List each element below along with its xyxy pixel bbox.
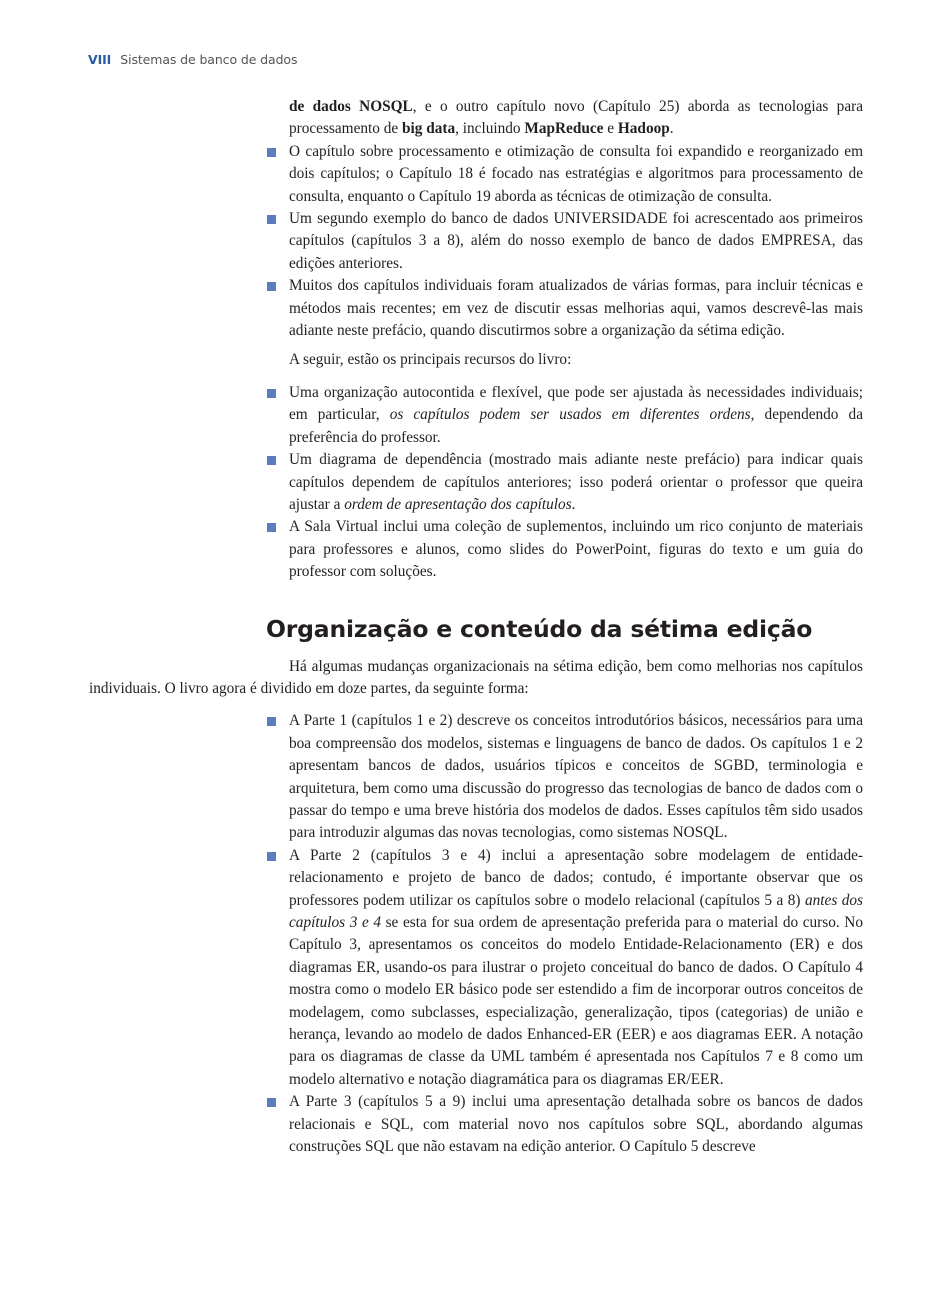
text-run: , e o outro capítulo novo (Capítulo 25) aborda as tecnologias para processamento de: [289, 98, 864, 138]
text-run: , dependendo da preferência do professor.: [289, 406, 863, 446]
bullet-square-icon: [267, 523, 276, 532]
running-title: Sistemas de banco de dados: [120, 52, 298, 67]
text-run: .: [669, 120, 674, 138]
list-item-text: Muitos dos capítulos individuais foram atualizados de várias formas, para incluir técnicas e métodos mais recentes; em vez de discutir essas melhorias aqui, vamos descrevê-las mais adiante neste prefácio, quando discutirmos sobre a organização da sétima edição.: [289, 277, 863, 340]
list-item: [266, 141, 863, 208]
bullet-square-icon: [267, 1098, 276, 1107]
text-run: e: [603, 120, 618, 138]
text-run: A Parte 2 (capítulos 3 e 4) inclui a apresentação sobre modelagem de entidade-relacionamento e projeto de banco de dados; contudo, é importante observar que os professores podem utilizar os capítulos sobre o modelo relacional (capítulos 5 a 8): [289, 846, 863, 909]
changes-list: [266, 141, 863, 343]
bullet-square-icon: [267, 148, 276, 157]
bullet-square-icon: [267, 717, 276, 726]
bold-term: de dados NOSQL: [289, 98, 413, 115]
features-list: [266, 382, 863, 584]
text-run: .: [571, 495, 576, 513]
list-item-text: O capítulo sobre processamento e otimização de consulta foi expandido e reorganizado em dois capítulos; o Capítulo 18 é focado nas estratégias e algoritmos para processamento de consulta, enquanto o Capítulo 19 aborda as técnicas de otimização de consulta.: [289, 142, 863, 205]
section-heading: Organização e conteúdo da sétima edição: [266, 614, 813, 643]
italic-text: os capítulos podem ser usados em diferentes ordens: [389, 406, 751, 424]
list-item-text: A Sala Virtual inclui uma coleção de suplementos, incluindo um rico conjunto de materiais para professores e alunos, como slides do PowerPoint, figuras do texto e um guia do professor com soluções.: [289, 518, 863, 581]
continuation-paragraph: [289, 96, 863, 141]
text-run: Um diagrama de dependência (mostrado mais adiante neste prefácio) para indicar quais capítulos dependem de capítulos anteriores; isso poderá orientar o professor que queira ajustar a: [289, 451, 863, 513]
list-item: [266, 275, 863, 342]
section-intro-paragraph: Há algumas mudanças organizacionais na sétima edição, bem como melhorias nos capítulos individuais. O livro agora é dividido em doze partes, da seguinte forma:: [89, 657, 863, 697]
bullet-square-icon: [267, 456, 276, 465]
bold-term: Hadoop: [617, 120, 670, 138]
bullet-square-icon: [267, 282, 276, 291]
text-run: , incluindo: [455, 120, 525, 138]
text-run: Uma organização autocontida e flexível, que pode ser ajustada às necessidades individuais; em particular,: [289, 383, 863, 424]
italic-text: ordem de apresentação dos capítulos: [344, 495, 572, 513]
text-run: se esta for sua ordem de apresentação preferida para o material do curso. No Capítulo 3, apresentamos os conceitos do modelo Entidade-Relacionamento (ER) e dos diagramas ER, usando-os para ilustrar o projeto conceitual do banco de dados. O Capítulo 4 mostra como o modelo ER básico pode ser estendido a fim de incorporar outros conceitos de modelagem, como subclasses, especialização, generalização, tipos (categorias) de união e herança, levando ao modelo de dados Enhanced-ER (EER) e aos diagramas EER. A notação para os diagramas de classe da UML também é apresentada nos Capítulos 7 e 8 como um modelo alternativo e notação diagramática para os diagramas ER/EER.: [289, 914, 863, 1088]
bold-term: big data: [402, 120, 456, 138]
list-item: [266, 710, 863, 844]
italic-text: antes dos capítulos 3 e 4: [289, 891, 863, 931]
list-item: [266, 449, 863, 516]
list-item: [266, 208, 863, 275]
list-item: [266, 1091, 863, 1158]
bold-term: MapReduce: [524, 120, 604, 138]
page-number: VIII: [88, 52, 112, 67]
bullet-square-icon: [267, 852, 276, 861]
parts-list: [266, 710, 863, 1158]
list-item: [266, 516, 863, 583]
list-item: [266, 845, 863, 1091]
features-intro: A seguir, estão os principais recursos do livro:: [289, 351, 572, 369]
list-item-text: A Parte 3 (capítulos 5 a 9) inclui uma apresentação detalhada sobre os bancos de dados relacionais e SQL, com material novo nos capítulos sobre SQL, abordando algumas construções SQL que não estavam na edição anterior. O Capítulo 5 descreve: [289, 1093, 863, 1156]
running-header: [88, 52, 297, 67]
list-item-text: Um segundo exemplo do banco de dados UNIVERSIDADE foi acrescentado aos primeiros capítulos (capítulos 3 a 8), além do nosso exemplo de banco de dados EMPRESA, das edições anteriores.: [289, 210, 863, 272]
page-body: [89, 96, 864, 1158]
bullet-square-icon: [267, 215, 276, 224]
bullet-square-icon: [267, 389, 276, 398]
list-item: [266, 382, 863, 449]
list-item-text: A Parte 1 (capítulos 1 e 2) descreve os conceitos introdutórios básicos, necessários para uma boa compreensão dos modelos, sistemas e linguagens de banco de dados. Os capítulos 1 e 2 apresentam bancos de dados, usuários típicos e conceitos de SGBD, terminologia e arquitetura, bem como uma discussão do progresso das tecnologias de banco de dados com o passar do tempo e uma breve história dos modelos de dados. Esses capítulos têm sido usados para introduzir algumas das novas tecnologias, como sistemas NOSQL.: [289, 712, 863, 842]
